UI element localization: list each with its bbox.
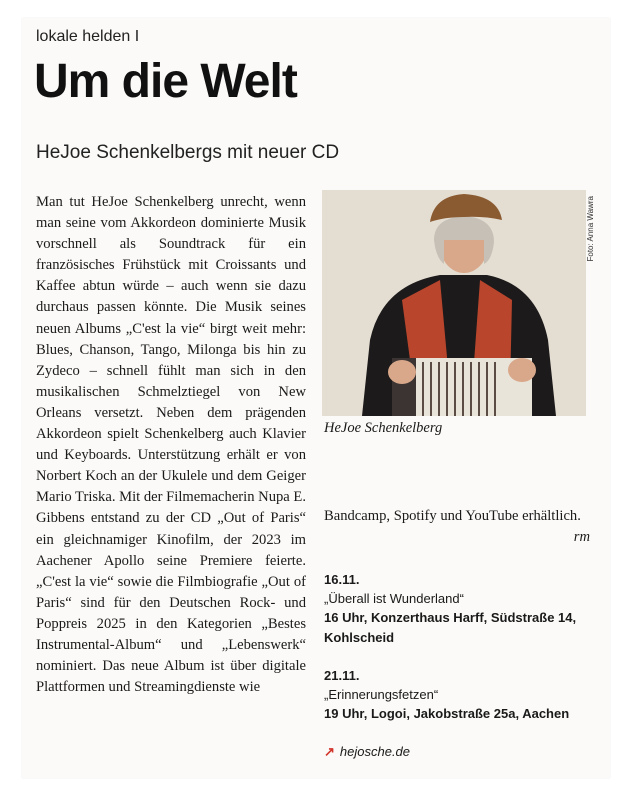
event-location: 19 Uhr, Logoi, Jakobstraße 25a, Aachen bbox=[324, 706, 570, 721]
event-date: 16.11. bbox=[324, 572, 360, 587]
event-date: 21.11. bbox=[324, 668, 360, 683]
artist-photo bbox=[322, 190, 586, 416]
article-body-continued bbox=[324, 506, 590, 548]
website-link[interactable] bbox=[324, 742, 594, 762]
section-kicker: lokale helden I bbox=[36, 28, 140, 45]
article-body-continued-text: Bandcamp, Spotify und YouTube erhältlich. bbox=[324, 508, 581, 524]
event-listing bbox=[324, 570, 594, 762]
event-location: 16 Uhr, Konzerthaus Harff, Südstraße 14, Kohlscheid bbox=[324, 610, 577, 645]
article-headline: Um die Welt bbox=[34, 55, 297, 108]
article-subheadline: HeJoe Schenkelbergs mit neuer CD bbox=[36, 142, 340, 163]
photo-credit: Foto: Anna Wawra bbox=[586, 196, 595, 262]
photo-caption: HeJoe Schenkelberg bbox=[324, 420, 443, 436]
event-item bbox=[324, 666, 594, 724]
arrow-up-right-icon: ↗ bbox=[324, 744, 335, 759]
article-body-column bbox=[36, 192, 306, 698]
author-initials: rm bbox=[573, 529, 590, 546]
article-body-text: Man tut HeJoe Schenkelberg unrecht, wenn man seine vom Akkordeon dominierte Musik vorschnell als Soundtrack für ein französisches Frühstück mit Croissants und Kaffee abtun würde – auch wenn sie dazu durchaus passen könnte. Die Musik seines neuen Albums „C'est la vie“ birgt weit mehr: Blues, Chanson, Tango, Milonga bis hin zu Zydeco – schnell fühlt man sich in den musikalischen Schmelztiegel von New Orleans versetzt. Neben dem prägenden Akkordeon spielt Schenkelberg auch Klavier und Keyboards. Unterstützung erhält er von Norbert Koch an der Ukulele und dem Geiger Mario Triska. Mit der Filmemacherin Nupa E. Gibbens entstand zu der CD „Out of Paris“ ein gleichnamiger Kinofilm, der 2023 im Aachener Apollo seine Premiere feierte. „C'est la vie“ sowie die Filmbiografie „Out of Paris“ sind für den Deutschen Rock- und Poppreis 2025 in den Kategorien „Bestes Instrumental-Album“ und „Lebenswerk“ nominiert. Das neue Album ist über digitale Plattformen und Streamingdienste wie bbox=[36, 194, 306, 696]
event-item bbox=[324, 570, 594, 648]
event-title: „Überall ist Wunderland“ bbox=[324, 591, 464, 606]
website-url[interactable]: hejosche.de bbox=[339, 744, 411, 759]
event-title: „Erinnerungsfetzen“ bbox=[324, 687, 439, 702]
